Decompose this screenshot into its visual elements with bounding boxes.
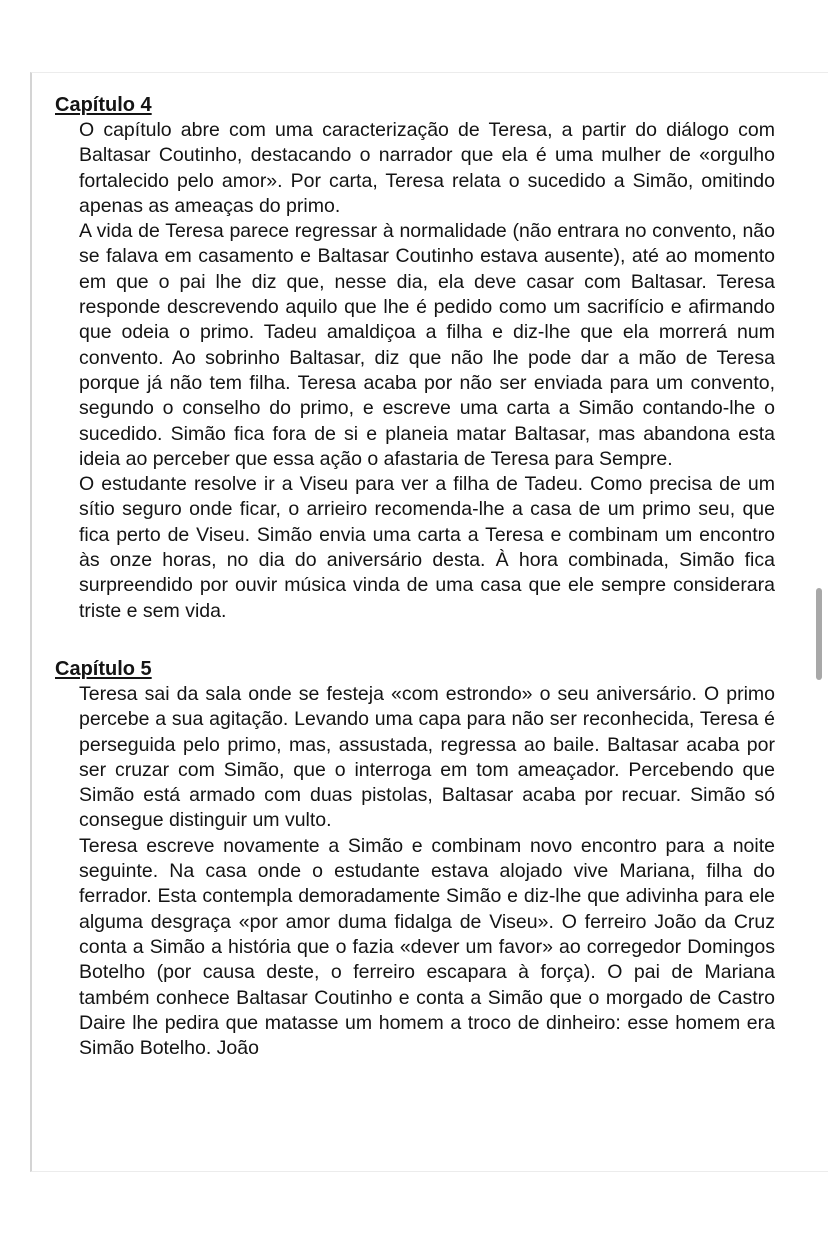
paragraph: O estudante resolve ir a Viseu para ver a filha de Tadeu. Como precisa de um sítio seguro onde ficar, o arrieiro recomenda-lhe a casa de um primo seu, que fica perto de Viseu. Simão envia uma carta a Teresa e combinam um encontro às onze horas, no dia do aniversário desta. À hora combinada, Simão fica surpreendido por ouvir música vinda de uma casa que ele sempre considerara triste e sem vida. bbox=[79, 473, 775, 622]
paragraph: A vida de Teresa parece regressar à normalidade (não entrara no convento, não se falava em casamento e Baltasar Coutinho estava ausente), até ao momento em que o pai lhe diz que, nesse dia, ela deve casar com Baltasar. Teresa responde descrevendo aquilo que lhe é pedido como um sacrifício e afirmando que odeia o primo. Tadeu amaldiçoa a filha e diz-lhe que ela morrerá num convento. Ao sobrinho Baltasar, diz que não lhe pode dar a mão de Teresa porque já não tem filha. Teresa acaba por não ser enviada para um convento, segundo o conselho do primo, e escreve uma carta a Simão contando-lhe o sucedido. Simão fica fora de si e planeia matar Baltasar, mas abandona esta ideia ao perceber que essa ação o afastaria de Teresa para Sempre. bbox=[79, 220, 775, 470]
document-content bbox=[55, 92, 775, 1061]
chapter-5 bbox=[55, 656, 775, 1061]
chapter-title: Capítulo 5 bbox=[55, 657, 152, 680]
paragraph: O capítulo abre com uma caracterização de Teresa, a partir do diálogo com Baltasar Coutinho, destacando o narrador que ela é uma mulher de «orgulho fortalecido pelo amor». Por carta, Teresa relata o sucedido a Simão, omitindo apenas as ameaças do primo. bbox=[79, 119, 775, 217]
paragraph: Teresa escreve novamente a Simão e combinam novo encontro para a noite seguinte. Na casa onde o estudante estava alojado vive Mariana, filha do ferrador. Esta contempla demoradamente Simão e diz-lhe que adivinha para ele alguma desgraça «por amor duma fidalga de Viseu». O ferreiro João da Cruz conta a Simão a história que o fazia «dever um favor» ao corregedor Domingos Botelho (por causa deste, o ferreiro escapara à força). O pai de Mariana também conhece Baltasar Coutinho e conta a Simão que o morgado de Castro Daire lhe pedira que matasse um homem a troco de dinheiro: esse homem era Simão Botelho. João bbox=[79, 834, 775, 1060]
chapter-4 bbox=[55, 92, 775, 624]
paragraph: Teresa sai da sala onde se festeja «com estrondo» o seu aniversário. O primo percebe a sua agitação. Levando uma capa para não ser reconhecida, Teresa é perseguida pelo primo, mas, assustada, regressa ao baile. Baltasar acaba por ser cruzar com Simão, que o interroga em tom ameaçador. Percebendo que Simão está armado com duas pistolas, Baltasar acaba por recuar. Simão só consegue distinguir um vulto. bbox=[79, 682, 775, 832]
chapter-title: Capítulo 4 bbox=[55, 94, 152, 116]
scrollbar-thumb[interactable] bbox=[816, 588, 822, 680]
